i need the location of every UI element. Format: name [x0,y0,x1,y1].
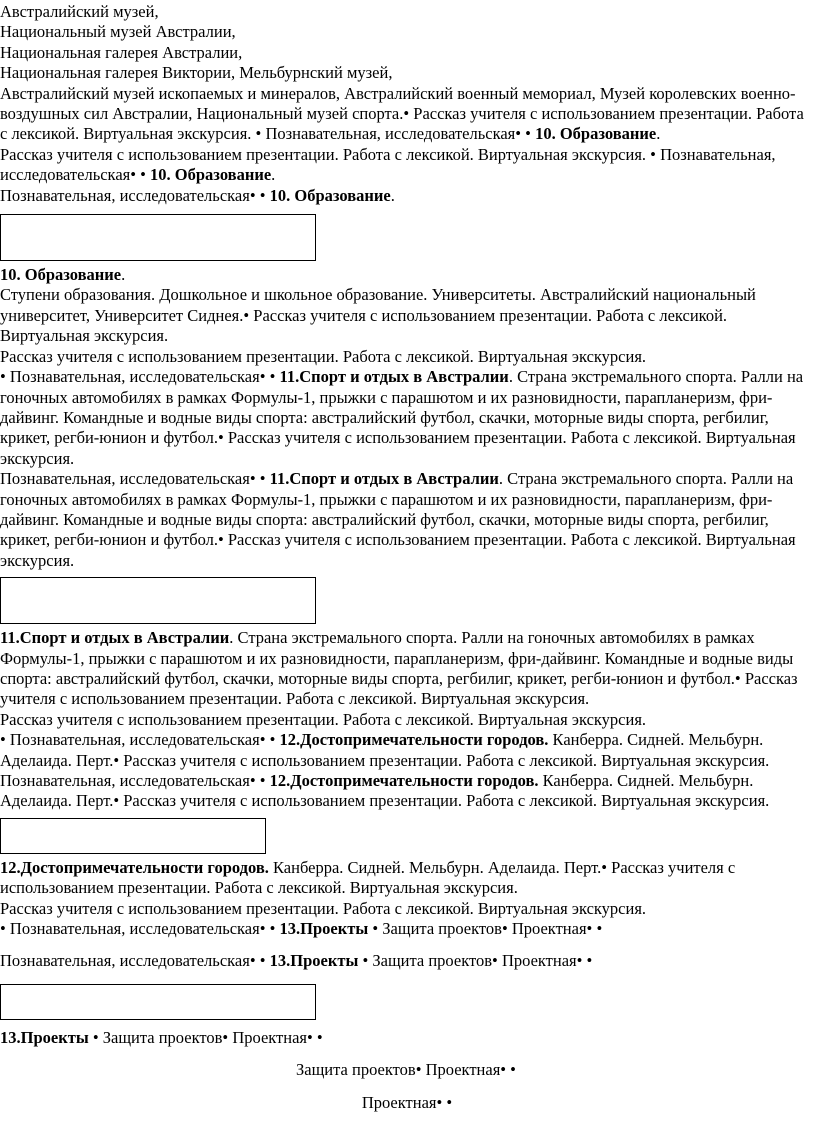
museum-line: Национальная галерея Австралии, [0,42,243,62]
section-title-projects: 13.Проекты [269,951,359,971]
section-title-projects: 13.Проекты [279,919,369,939]
centered-line: Проектная• • [361,1092,453,1112]
section-title-sport: 11.Спорт и отдых в Австралии [269,469,499,489]
section-heading: 11.Спорт и отдых в Австралии. Страна экстремального спорта. Ралли на гоночных автомобилях в рамках Формулы-1, прыжки с парашютом и их разновидности, парапланеризм, фри-дайвинг. Командные и водные виды спорта: австралийский футбол, скачки, моторные виды спорта, регбилиг, крикет, регби-юнион и футбол.• Рассказ учителя с использованием презентации. Работа с лексикой. Виртуальная экскурсия. [0,628,798,709]
section-title-education: 10. Образование [535,124,657,144]
museum-line: Австралийский музей, [0,2,159,21]
museum-line: Национальный музей Австралии, [0,22,236,42]
paragraph: • Познавательная, исследовательская• • 11.Спорт и отдых в Австралии. Страна экстремального спорта. Ралли на гоночных автомобилях в рамках Формулы-1, прыжки с парашютом и их разновидности, парапланеризм, фри-дайвинг. Командные и водные виды спорта: австралийский футбол, скачки, моторные виды спорта, регбилиг, крикет, регби-юнион и футбол.• Рассказ учителя с использованием презентации. Работа с лексикой. Виртуальная экскурсия. [0,367,804,468]
museum-line: Национальная галерея Виктории, Мельбурнский музей, [0,63,393,83]
section-title-education: 10. Образование [269,185,391,205]
paragraph: Познавательная, исследовательская• • 12.Достопримечательности городов. Канберра. Сидней. Мельбурн. Аделаида. Перт.• Рассказ учителя с использованием презентации. Работа с лексикой. Виртуальная экскурсия. [0,771,770,811]
section-sport [0,628,812,812]
section-education [0,265,812,571]
section-title-education: 10. Образование [150,165,272,185]
museum-line-long: Австралийский музей ископаемых и минералов, Австралийский военный мемориал, Музей королевских военно-воздушных сил Австралии, Национальный музей спорта.• Рассказ учителя с использованием презентации. Работа с лексикой. Виртуальная экскурсия. • Познавательная, исследовательская• • 10. Образование. [0,83,804,144]
empty-box [0,577,316,624]
paragraph: Познавательная, исследовательская• • 10. Образование. [0,185,395,205]
section-title-sport: 11.Спорт и отдых в Австралии [279,367,509,387]
paragraph: Познавательная, исследовательская• • 11.Спорт и отдых в Австралии. Страна экстремального спорта. Ралли на гоночных автомобилях в рамках Формулы-1, прыжки с парашютом и их разновидности, парапланеризм, фри-дайвинг. Командные и водные виды спорта: австралийский футбол, скачки, моторные виды спорта, регбилиг, крикет, регби-юнион и футбол.• Рассказ учителя с использованием презентации. Работа с лексикой. Виртуальная экскурсия. [0,469,796,570]
paragraph: Рассказ учителя с использованием презентации. Работа с лексикой. Виртуальная экскурсия. [0,898,647,918]
paragraph: Рассказ учителя с использованием презентации. Работа с лексикой. Виртуальная экскурсия. [0,346,647,366]
paragraph: Рассказ учителя с использованием презентации. Работа с лексикой. Виртуальная экскурсия. • Познавательная, исследовательская• • 10. Образование. [0,144,776,185]
museum-list [0,2,812,206]
section-title-sights: 12.Достопримечательности городов. [269,771,539,790]
section-heading: 13.Проекты • Защита проектов• Проектная• • [0,1027,323,1047]
paragraph: Рассказ учителя с использованием презентации. Работа с лексикой. Виртуальная экскурсия. [0,709,647,729]
paragraph: • Познавательная, исследовательская• • 12.Достопримечательности городов. Канберра. Сидней. Мельбурн. Аделаида. Перт.• Рассказ учителя с использованием презентации. Работа с лексикой. Виртуальная экскурсия. [0,730,770,770]
paragraph: • Познавательная, исследовательская• • 13.Проекты • Защита проектов• Проектная• • [0,919,603,939]
paragraph: Познавательная, исследовательская• • 13.Проекты • Защита проектов• Проектная• • [0,951,593,971]
section-heading: 10. Образование. [0,265,126,285]
section-title-sights: 12.Достопримечательности городов. [279,730,549,750]
section-heading: 12.Достопримечательности городов. Канберра. Сидней. Мельбурн. Аделаида. Перт.• Рассказ учителя с использованием презентации. Работа с лексикой. Виртуальная экскурсия. [0,857,736,898]
section-sights [0,858,812,972]
section-projects [0,1028,812,1113]
centered-line: Защита проектов• Проектная• • [296,1060,516,1080]
empty-box [0,818,266,854]
empty-box [0,214,316,261]
paragraph: Ступени образования. Дошкольное и школьное образование. Университеты. Австралийский национальный университет, Университет Сиднея.• Рассказ учителя с использованием презентации. Работа с лексикой. Виртуальная экскурсия. [0,285,756,346]
empty-box [0,984,316,1020]
